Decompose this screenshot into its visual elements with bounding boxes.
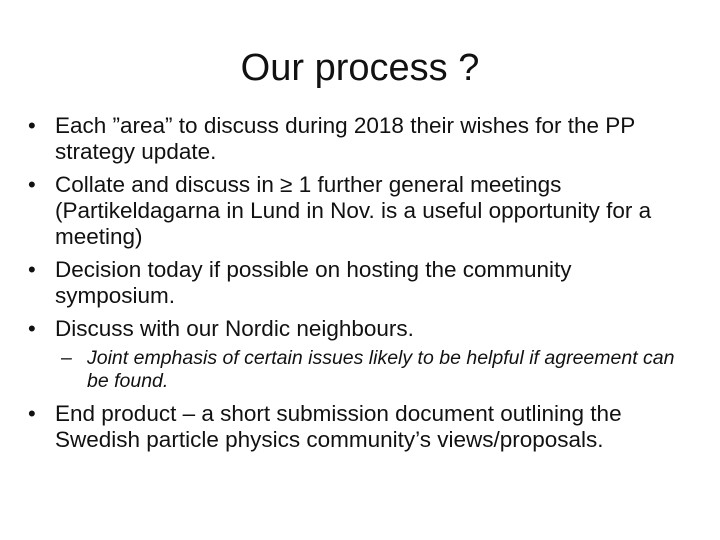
bullet-marker: • <box>28 172 36 197</box>
bullet-text: End product – a short submission document outlining the Swedish particle physics community’s views/proposals. <box>55 401 622 452</box>
bullet-marker: • <box>28 401 36 426</box>
bullet-marker: • <box>28 257 36 282</box>
bullet-item <box>25 113 695 165</box>
sub-bullet-text: Joint emphasis of certain issues likely to be helpful if agreement can be found. <box>87 347 675 392</box>
bullet-text: Each ”area” to discuss during 2018 their wishes for the PP strategy update. <box>55 113 635 164</box>
bullet-item <box>25 401 695 453</box>
bullet-marker: • <box>28 113 36 138</box>
bullet-text: Collate and discuss in ≥ 1 further general meetings (Partikeldagarna in Lund in Nov. is a useful opportunity for a meeting) <box>55 172 652 249</box>
sub-bullet-item <box>25 347 695 393</box>
bullet-text: Discuss with our Nordic neighbours. <box>55 316 414 341</box>
bullet-item <box>25 257 695 309</box>
bullet-list <box>25 113 695 453</box>
bullet-item <box>25 316 695 342</box>
slide-title: Our process ? <box>240 47 480 89</box>
bullet-text: Decision today if possible on hosting the community symposium. <box>55 257 572 308</box>
slide-content <box>25 113 695 460</box>
sub-bullet-marker: – <box>61 347 72 369</box>
bullet-marker: • <box>28 316 36 341</box>
bullet-item <box>25 172 695 250</box>
